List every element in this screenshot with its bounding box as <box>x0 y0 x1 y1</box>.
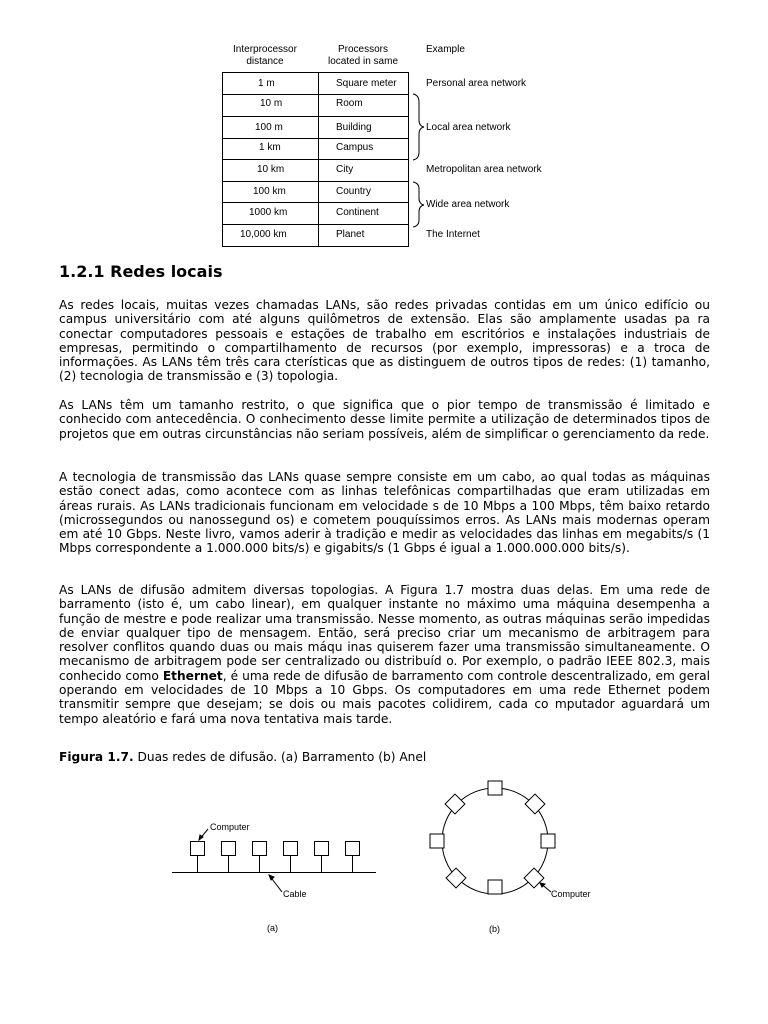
header-example: Example <box>426 44 465 55</box>
figure-caption-text: Duas redes de difusão. (a) Barramento (b) Anel <box>133 750 427 764</box>
row-distance: 1 km <box>259 142 281 153</box>
row-location: Room <box>336 98 363 109</box>
ring-computer-label: Computer <box>551 889 591 899</box>
ethernet-term: Ethernet <box>162 668 223 683</box>
ring-computer <box>541 834 555 848</box>
paragraph-2: As LANs têm um tamanho restrito, o que significa que o pior tempo de transmissão é limitado e conhecido com antecedência. O conhecimento desse limite permite a utilização de determinados tipos de projetos que em outras circunstâncias não seriam possíveis, além de simplificar o gerenciamento da rede. <box>59 398 710 441</box>
row-location: Country <box>336 186 372 197</box>
bus-computer-label: Computer <box>210 822 250 832</box>
paragraph-1: As redes locais, muitas vezes chamadas LANs, são redes privadas contidas em um único edifício ou campus universitário com até alguns quilômetros de extensão. Elas são amplamente usadas pa ra conectar computadores pessoais e estações de trabalho em escritórios e instalações industriais de empresas, permitindo o compartilhamento de recursos (por exemplo, impressoras) e a troca de informações. As LANs têm três cara cterísticas que as distinguem de outros tipos de redes: (1) tamanho, (2) tecnologia de transmissão e (3) topologia. <box>59 298 710 384</box>
header-distance: Interprocessor distance <box>233 44 297 67</box>
row-distance: 10 m <box>260 98 283 109</box>
row-distance: 1000 km <box>249 207 288 218</box>
row-distance: 1 m <box>258 78 275 89</box>
example-pan: Personal area network <box>426 78 527 89</box>
row-location: Building <box>336 122 372 133</box>
figure-caption-label: Figura 1.7. <box>59 750 134 764</box>
row-distance: 10 km <box>257 164 285 175</box>
ring-sub-label: (b) <box>489 924 500 934</box>
example-man: Metropolitan area network <box>426 164 542 175</box>
row-location: Campus <box>336 142 374 153</box>
row-location: Planet <box>336 229 365 240</box>
row-distance: 10,000 km <box>240 229 287 240</box>
section-title: 1.2.1 Redes locais <box>59 262 223 281</box>
paragraph-4-text-end: , é uma rede de difusão de barramento com controle descentralizado, em geral operando em velocidades de 10 Mbps a 10 Gbps. Os computadores em uma rede Ethernet podem transmitir sempre que desejam; se dois ou mais pacotes colidirem, cada co mputador aguardará um tempo aleatório e fará uma nova tentativa mais tarde. <box>59 668 710 726</box>
paragraph-4-text: As LANs de difusão admitem diversas topologias. A Figura 1.7 mostra duas delas. Em uma rede de barramento (isto é, um cabo linear), em qualquer instante no máximo uma máquina desempenha a função de mestre e pode realizar uma transmissão. Nesse momento, as outras máquinas serão impedidas de enviar qualquer tipo de mensagem. Então, será preciso criar um mecanismo de arbitragem para resolver conflitos quando duas ou mais máqu inas quiserem fazer uma transmissão simultaneamente. O mecanismo de arbitragem pode ser centralizado ou distribuíd o. Por exemplo, o padrão IEEE 802.3, mais conhecido como <box>59 583 710 683</box>
ring-computer <box>488 781 502 795</box>
row-distance: 100 km <box>253 186 286 197</box>
paragraph-3: A tecnologia de transmissão das LANs quase sempre consiste em um cabo, ao qual todas as máquinas estão conect adas, como acontece com as linhas telefônicas compartilhadas que eram utilizadas em áreas rurais. As LANs tradicionais funcionam em velocidade s de 10 Mbps a 100 Mbps, têm baixo retardo (microssegundos ou nanossegund os) e cometem pouquíssimos erros. As LANs mais modernas operam em até 10 Gbps. Neste livro, vamos aderir à tradição e medir as velocidades das linhas em megabits/s (1 Mbps correspondente a 1.000.000 bits/s) e gigabits/s (1 Gbps é igual a 1.000.000.000 bits/s). <box>59 470 710 556</box>
row-location: City <box>336 164 354 175</box>
example-internet: The Internet <box>426 229 480 240</box>
ring-computer <box>430 834 444 848</box>
example-wan: Wide area network <box>426 199 510 210</box>
example-lan: Local area network <box>426 122 511 133</box>
bus-cable-label: Cable <box>283 889 307 899</box>
header-location: Processors located in same <box>327 44 399 67</box>
ring-computer <box>488 880 502 894</box>
bus-sub-label: (a) <box>267 923 278 933</box>
row-location: Square meter <box>336 78 397 89</box>
row-location: Continent <box>336 207 379 218</box>
row-distance: 100 m <box>255 122 283 133</box>
